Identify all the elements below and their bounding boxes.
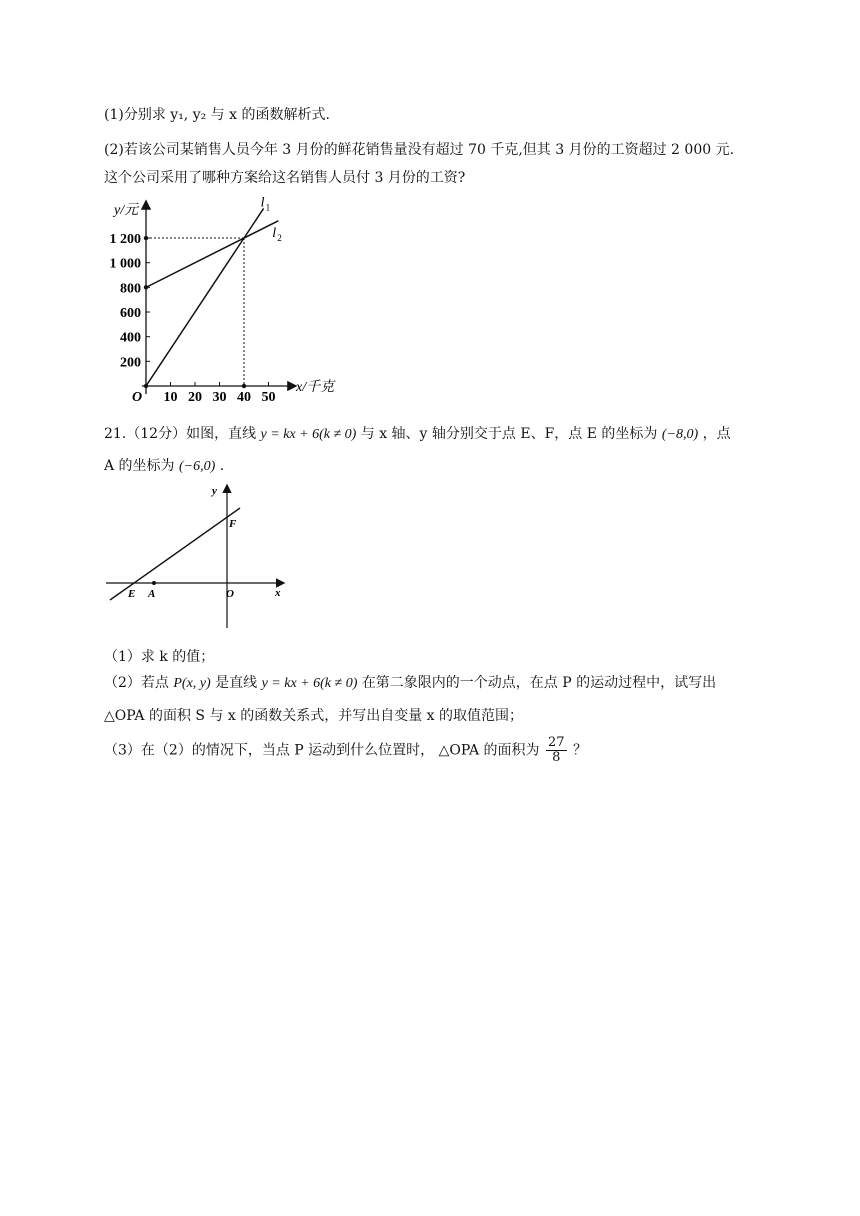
- q21-part2-p: P(x, y): [173, 676, 211, 691]
- series-label-l1: l: [260, 196, 265, 211]
- q21-part2-eq: y = kx + 6(k ≠ 0): [261, 676, 358, 691]
- y-tick-label: 400: [120, 330, 141, 346]
- q21-figure: [100, 478, 300, 630]
- q21-line2-coord: (−6,0): [179, 459, 216, 474]
- x-tick-label: 10: [163, 390, 178, 405]
- q21-line2: [104, 455, 224, 475]
- q21-line1-coord: (−8,0): [661, 427, 699, 442]
- x-tick-label: 30: [212, 390, 227, 405]
- q21-point-a: [152, 581, 156, 585]
- series-line-l1: [146, 208, 264, 386]
- x-tick-label: 20: [188, 390, 202, 405]
- q21-part3: [104, 736, 587, 765]
- q20-part1: (1)分别求 y₁, y₂ 与 x 的函数解析式.: [104, 107, 330, 123]
- q21-line1-eq: y = kx + 6(k ≠ 0): [260, 427, 357, 442]
- origin-label: O: [132, 390, 143, 405]
- y-tick-label: 200: [120, 355, 141, 371]
- q21-line2-pre: A 的坐标为: [104, 458, 175, 474]
- q20-part2-line2: 这个公司采用了哪种方案给这名销售人员付 3 月份的工资?: [104, 170, 466, 186]
- series-label-l1-sub: 1: [265, 202, 271, 213]
- q21-label-o: O: [226, 588, 234, 600]
- point-x-40: [242, 384, 246, 388]
- y-tick-label: 800: [120, 281, 141, 297]
- q21-label-a: A: [148, 588, 156, 600]
- q21-part3-num: 27: [548, 735, 565, 750]
- q21-label-x: x: [275, 587, 281, 599]
- q21-part3-a: （3）在（2）的情况下，当点 P 运动到什么位置时，: [104, 742, 435, 759]
- series-label-l2: l: [272, 225, 277, 241]
- x-tick-label: 50: [261, 390, 276, 405]
- q21-part3-end: ？: [573, 742, 587, 759]
- series-label-l2-sub: 2: [277, 232, 282, 243]
- q21-label-e: E: [128, 588, 136, 600]
- point-l2-intercept: [144, 285, 148, 289]
- q21-part2-line1: [104, 672, 716, 692]
- q20-chart: [100, 196, 350, 410]
- point-origin: [144, 384, 148, 388]
- q21-label-y: y: [212, 485, 217, 497]
- q21-line-ef: [110, 508, 240, 600]
- q21-line2-post: .: [219, 458, 225, 474]
- q21-part3-den: 8: [552, 750, 561, 765]
- x-tick-label: 40: [237, 390, 251, 405]
- series-line-l2: [146, 221, 278, 288]
- y-tick-label: 1 000: [109, 256, 141, 272]
- y-tick-label: 600: [120, 306, 141, 322]
- q21-line1: [104, 423, 731, 443]
- y-tick-label: 1 200: [109, 232, 141, 248]
- q21-part1: （1）求 k 的值；: [104, 649, 215, 665]
- q21-part3-b: △OPA 的面积为: [438, 742, 540, 759]
- q21-line1-pre: 21.（12分）如图，直线: [104, 426, 257, 442]
- q21-part2-b: 是直线: [215, 675, 258, 691]
- q21-label-f: F: [229, 518, 237, 530]
- q20-part2-line1: (2)若该公司某销售人员今年 3 月份的鲜花销售量没有超过 70 千克,但其 3 月份的工资超过 2 000 元.: [104, 142, 735, 158]
- q21-part2-c: 在第二象限内的一个动点，在点 P 的运动过程中，试写出: [361, 675, 717, 691]
- y-axis-label: y/元: [114, 203, 139, 218]
- q21-part2-a: （2）若点: [104, 675, 169, 691]
- q21-part2-line2: △OPA 的面积 S 与 x 的函数关系式，并写出自变量 x 的取值范围；: [104, 708, 524, 724]
- q21-part3-fraction: [546, 736, 567, 765]
- x-axis-label: x/千克: [296, 380, 335, 395]
- q21-line1-post: ，点: [702, 426, 731, 442]
- point-y-1200: [144, 236, 148, 240]
- q21-line1-mid: 与 x 轴、y 轴分别交于点 E、F，点 E 的坐标为: [360, 426, 658, 442]
